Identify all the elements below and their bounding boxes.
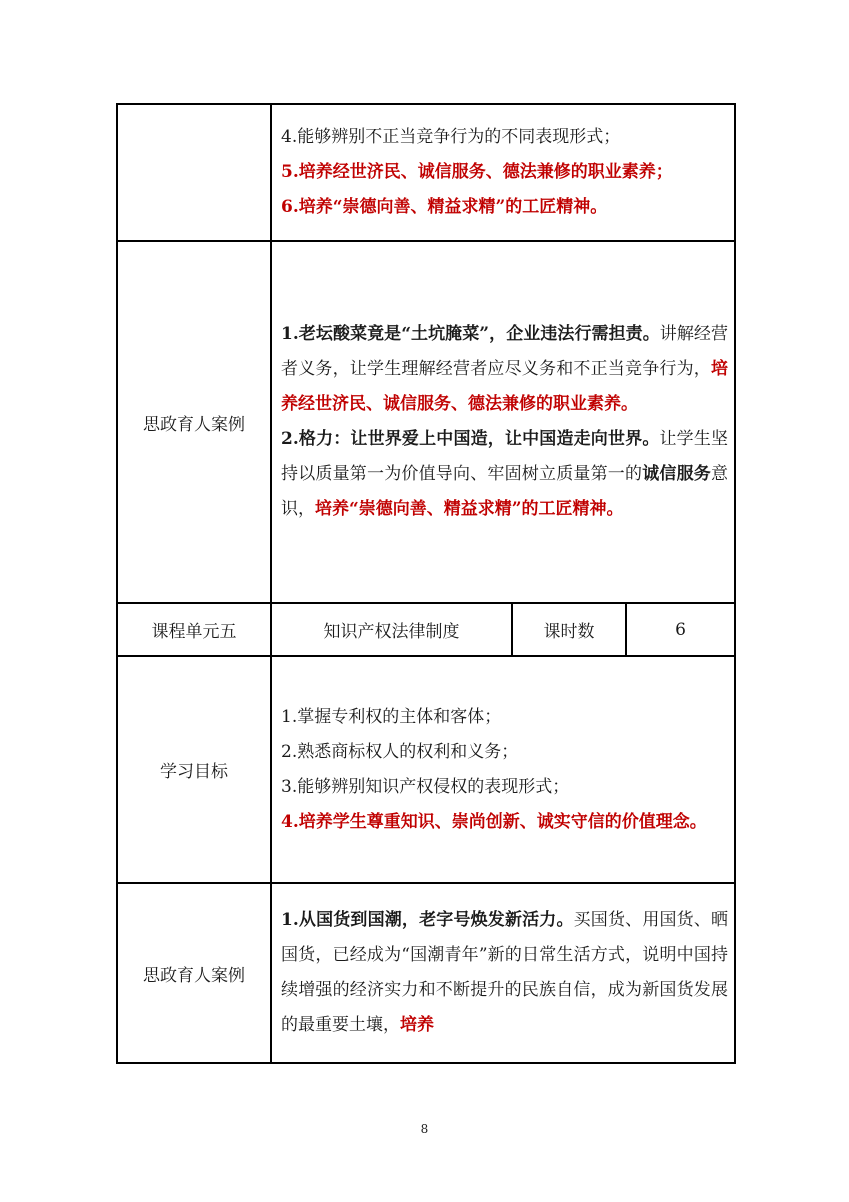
objectives-continued-cell [271, 104, 735, 241]
case-2-text-a: 让学生坚持以质量第一为价值导向、牢固树立质量第一的 [281, 429, 729, 484]
learning-objectives-cell [271, 656, 735, 883]
case-2-bold: 诚信服务 [642, 464, 712, 484]
ideological-case-cell [271, 241, 735, 603]
objective-6: 6.培养“崇德向善、精益求精”的工匠精神。 [281, 197, 608, 217]
case-3-text: 买国货、用国货、晒国货，已经成为“国潮青年”新的日常生活方式，说明中国持续增强的经济实力和不断提升的民族自信，成为新国货发展的最重要土壤， [281, 910, 729, 1035]
case-1-highlight: 培养经世济民、诚信服务、德法兼修的职业素养。 [281, 359, 728, 414]
unit-label: 课程单元五 [117, 603, 271, 656]
ideological-case-cell-2 [271, 883, 735, 1063]
ideological-case-row [117, 241, 735, 603]
objectives-continued-row [117, 104, 735, 241]
objective-5: 5.培养经世济民、诚信服务、德法兼修的职业素养； [281, 162, 673, 182]
case-1-text: 讲解经营者义务，让学生理解经营者应尽义务和不正当竞争行为， [281, 324, 728, 379]
learning-objective-1: 1.掌握专利权的主体和客体； [281, 706, 502, 727]
objective-4: 4.能够辨别不正当竞争行为的不同表现形式； [281, 127, 621, 147]
row-label-ideological-case: 思政育人案例 [117, 241, 271, 603]
row-label-ideological-case-2: 思政育人案例 [117, 883, 271, 1063]
case-2-highlight: 培养“崇德向善、精益求精”的工匠精神。 [315, 499, 624, 519]
row-label-learning-objectives: 学习目标 [117, 656, 271, 883]
course-table [116, 103, 736, 1064]
case-1-title: 1.老坛酸菜竟是“土坑腌菜”，企业违法行需担责。 [281, 324, 660, 344]
learning-objective-2: 2.熟悉商标权人的权利和义务； [281, 741, 519, 762]
unit-header-row [117, 603, 735, 656]
page-number: 8 [420, 1122, 429, 1136]
ideological-case-row-2 [117, 883, 735, 1063]
unit-name: 知识产权法律制度 [271, 603, 512, 656]
case-2-title: 2.格力：让世界爱上中国造，让中国造走向世界。 [281, 429, 660, 449]
row-label-empty [117, 104, 271, 241]
learning-objectives-row [117, 656, 735, 883]
hours-value: 6 [626, 603, 735, 656]
case-3-highlight: 培养 [400, 1015, 434, 1035]
case-2-text-b: 意识， [281, 464, 729, 519]
hours-label: 课时数 [512, 603, 626, 656]
case-3-title: 1.从国货到国潮，老字号焕发新活力。 [281, 910, 574, 930]
learning-objective-4: 4.培养学生尊重知识、崇尚创新、诚实守信的价值理念。 [281, 811, 707, 832]
learning-objective-3: 3.能够辨别知识产权侵权的表现形式； [281, 776, 570, 797]
